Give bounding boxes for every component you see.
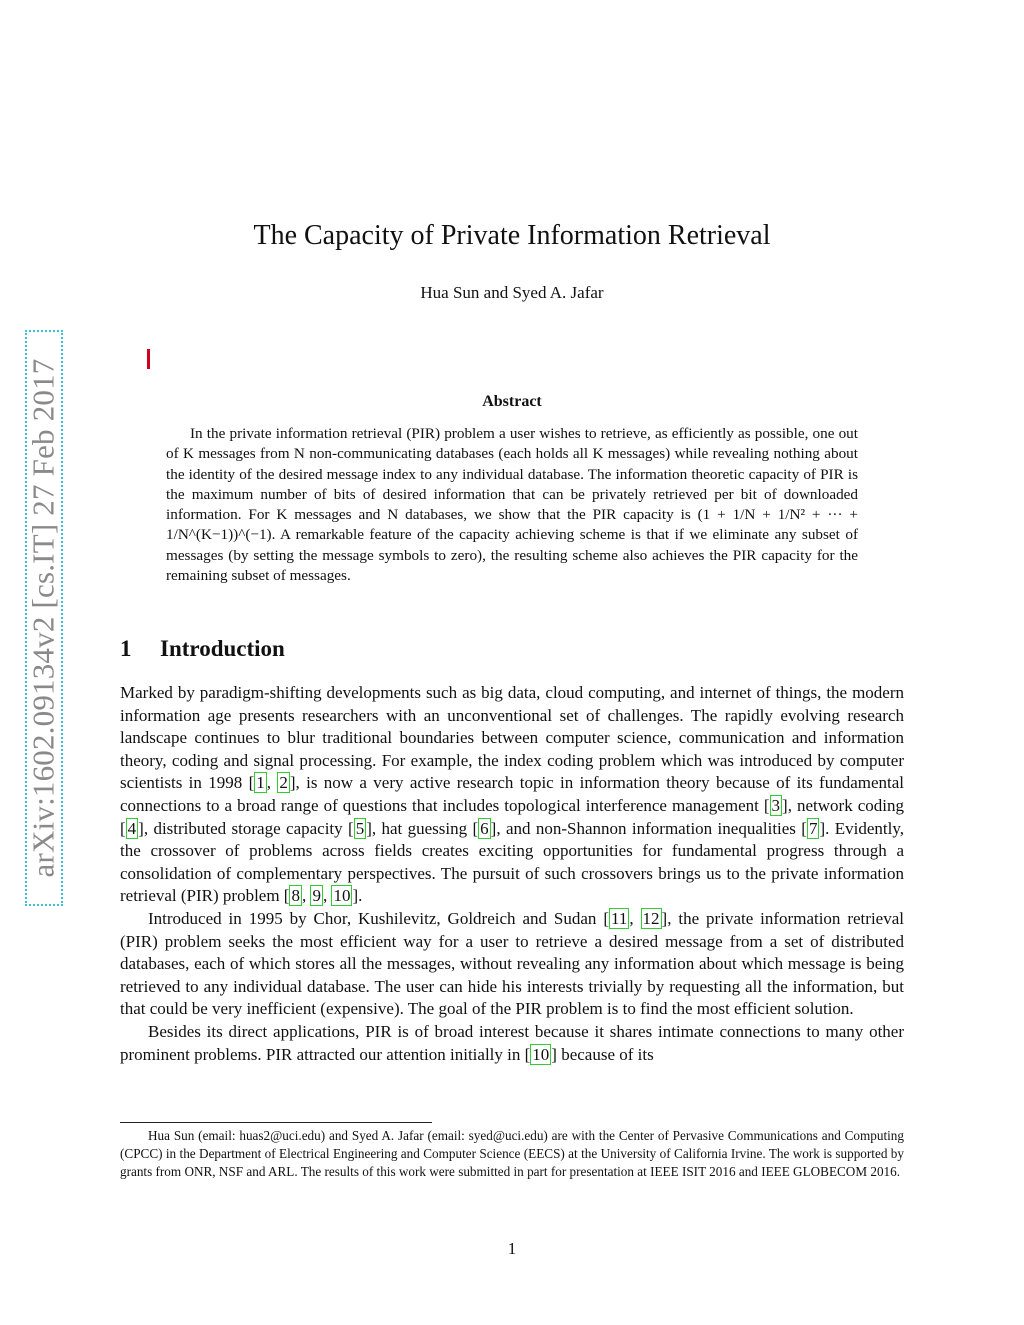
arxiv-stamp-text: arXiv:1602.09134v2 [cs.IT] 27 Feb 2017	[26, 358, 61, 878]
citation-link[interactable]: 10	[333, 886, 351, 906]
paragraph-2: Introduced in 1995 by Chor, Kushilevitz, Goldreich and Sudan [ 11 , 12 ], the private information retrieval (PIR) problem seeks the most efficient way for a user to retrieve a desired message from a set of distributed databases, each of which stores all the messages, without revealing any information about which message is being retrieved to any individual database. The user can hide his interests trivially by requesting all the information, but that could be very inefficient (expensive). The goal of the PIR problem is to find the most efficient solution.	[120, 908, 904, 1019]
citation-link[interactable]: 4	[127, 818, 137, 838]
section-title: Introduction	[160, 636, 285, 661]
abstract-heading: Abstract	[482, 393, 542, 410]
page-number: 1	[507, 1239, 517, 1258]
red-marker	[147, 349, 150, 369]
citation-link[interactable]: 2	[279, 773, 288, 793]
paper-title: The Capacity of Private Information Retrieval	[253, 220, 771, 251]
citation-link[interactable]: 8	[291, 886, 300, 906]
paragraph-1: Marked by paradigm-shifting developments such as big data, cloud computing, and internet of things, the modern information age presents researchers with an unconventional set of challenges. The rapidly evolving research landscape continues to blur traditional boundaries between computer science, communication and information theory, coding and signal processing. For example, the index coding problem which was introduced by computer scientists in 1998 [ 1 , 2 ], is now a very active research topic in information theory because of its fundamental connections to a broad range of questions that includes topological interference management [ 3 ], network coding [ 4 ], distributed storage capacity [ 5 ], hat guessing [ 6 ], and non-Shannon information inequalities [ 7 ]. Evidently, the crossover of problems across fields creates exciting opportunities for fundamental progress through a consolidation of complementary perspectives. The pursuit of such crossovers brings us to the private information retrieval (PIR) problem [ 8 , 9 , 10 ].	[120, 683, 905, 906]
citation-link[interactable]: 12	[642, 908, 660, 928]
paper-authors: Hua Sun and Syed A. Jafar	[420, 283, 604, 302]
abstract-text: In the private information retrieval (PIR) problem a user wishes to retrieve, as efficiently as possible, one out of K messages from N non-communicating databases (each holds all K messages) while revealing nothing about the identity of the desired message index to any individual database. The information theoretic capacity of PIR is the maximum number of bits of desired information that can be privately retrieved per bit of downloaded information. For K messages and N databases, we show that the PIR capacity is (1 + 1/N + 1/N² + ··· + 1/N^(K−1))^(−1). A remarkable feature of the capacity achieving scheme is that if we eliminate any subset of messages (by setting the message symbols to zero), the resulting scheme also achieves the PIR capacity for the remaining subset of messages.	[166, 425, 858, 585]
citation-link[interactable]: 3	[771, 795, 781, 815]
citation-link[interactable]: 11	[611, 908, 628, 928]
paragraph-3: Besides its direct applications, PIR is of broad interest because it shares intimate connections to many other prominent problems. PIR attracted our attention initially in [ 10 ] because of its	[120, 1021, 904, 1064]
body-text	[120, 682, 904, 1066]
section-heading	[120, 636, 285, 662]
citation-link[interactable]: 1	[256, 773, 265, 793]
citation-link[interactable]: 5	[355, 818, 365, 838]
citation-link[interactable]: 9	[312, 886, 321, 906]
citation-link[interactable]: 7	[808, 818, 818, 838]
footnote: Hua Sun (email: huas2@uci.edu) and Syed A. Jafar (email: syed@uci.edu) are with the Center of Pervasive Communications and Computing (CPCC) in the Department of Electrical Engineering and Computer Science (EECS) at the University of California Irvine. The work is supported by grants from ONR, NSF and ARL. The results of this work were submitted in part for presentation at IEEE ISIT 2016 and IEEE GLOBECOM 2016.	[120, 1128, 904, 1179]
footnote-rule	[120, 1122, 432, 1123]
arxiv-stamp	[25, 330, 63, 906]
citation-link[interactable]: 6	[480, 818, 489, 838]
citation-link[interactable]: 10	[532, 1044, 550, 1064]
section-number: 1	[120, 636, 132, 661]
